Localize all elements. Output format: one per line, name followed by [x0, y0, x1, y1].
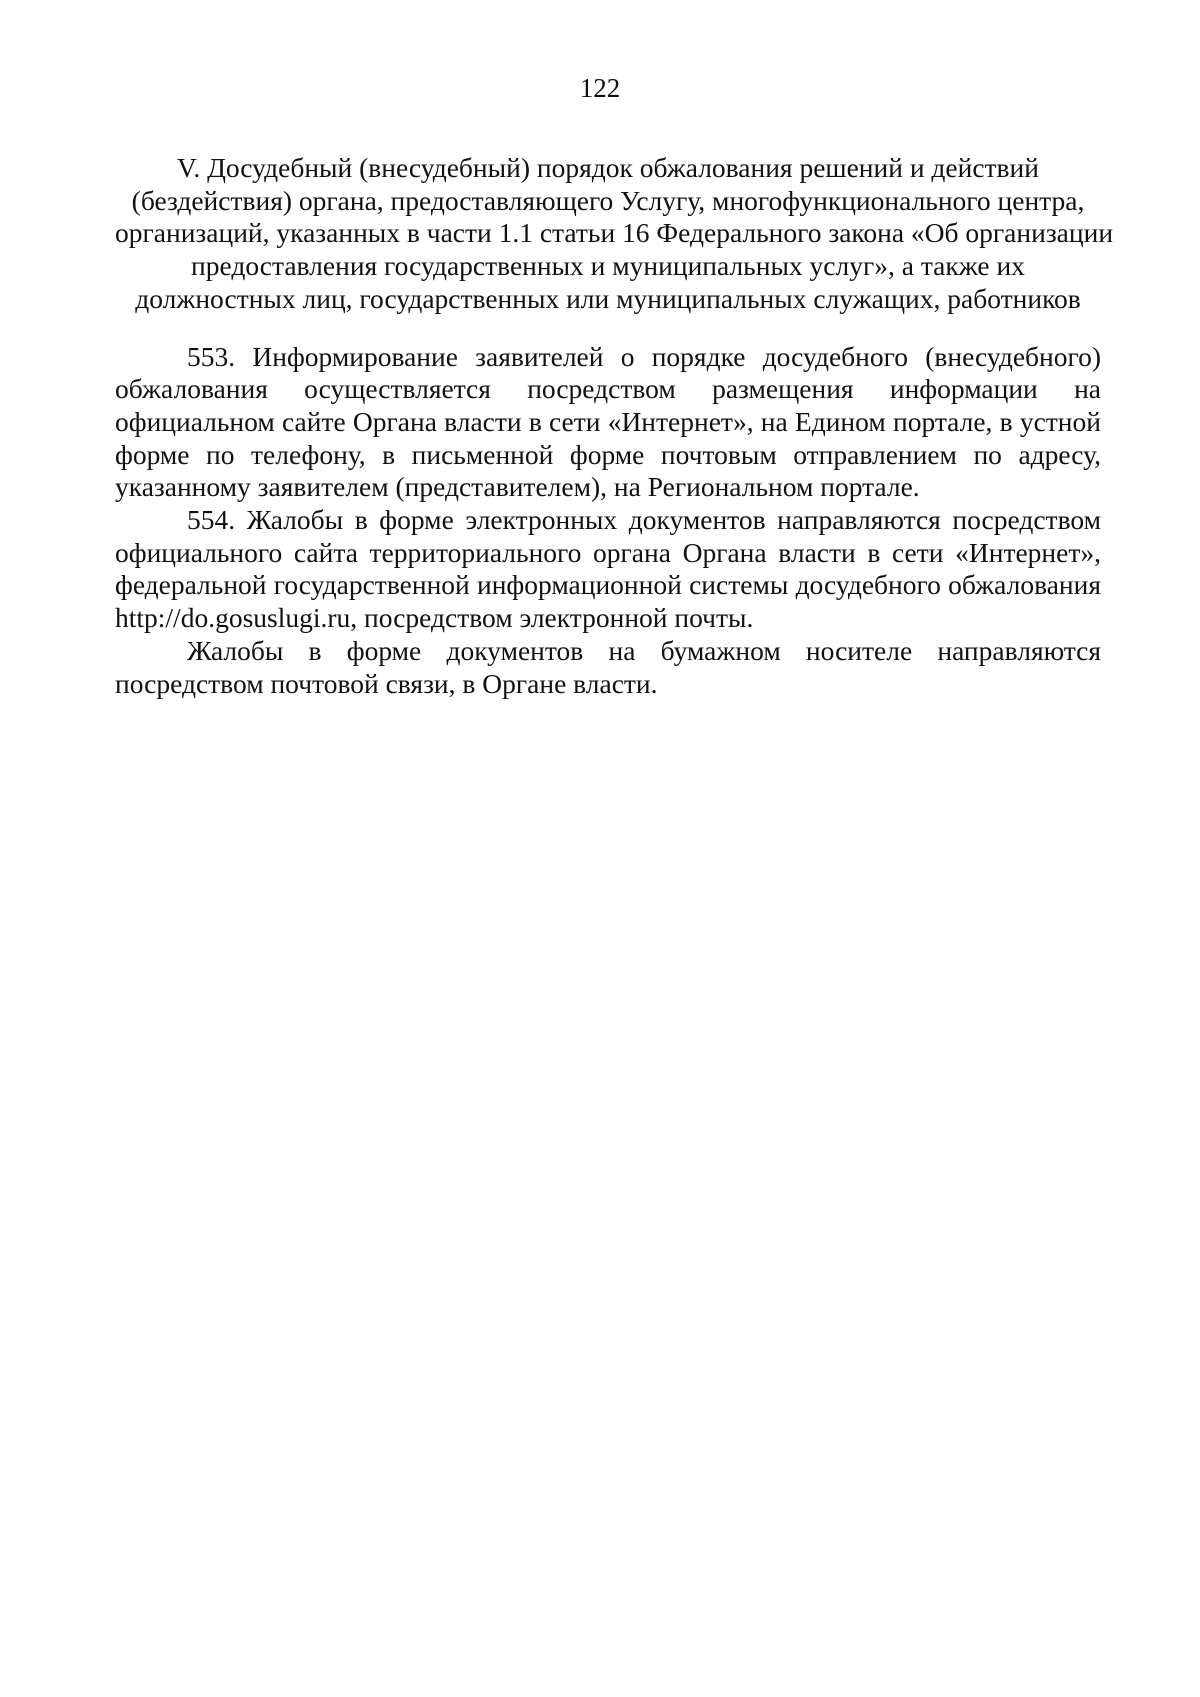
section-title-line: организаций, указанных в части 1.1 статьи 16 Федерального закона «Об организации	[115, 217, 1114, 249]
section-title	[115, 152, 1114, 316]
section-title-line: должностных лиц, государственных или муниципальных служащих, работников	[135, 282, 1081, 314]
paragraph-554: 554. Жалобы в форме электронных документов направляются посредством официального сайта территориального органа Органа власти в сети «Интернет», федеральной государственной информационной системы досудебного обжалования http://do.gosuslugi.ru, посредством электронной почты.	[115, 504, 1101, 634]
page-number: 122	[579, 73, 621, 103]
section-title-line: V. Досудебный (внесудебный) порядок обжалования решений и действий	[177, 152, 1039, 183]
section-title-line: предоставления государственных и муниципальных услуг», а также их	[191, 250, 1025, 282]
section-title-line: (бездействия) органа, предоставляющего Услугу, многофункционального центра,	[131, 184, 1085, 216]
paragraph-553: 553. Информирование заявителей о порядке досудебного (внесудебного) обжалования осуществляется посредством размещения информации на официальном сайте Органа власти в сети «Интернет», на Едином портале, в устной форме по телефону, в письменной форме почтовым отправлением по адресу, указанному заявителем (представителем), на Региональном портале.	[115, 340, 1101, 503]
document-body	[115, 152, 1114, 700]
paragraph-paper-complaints: Жалобы в форме документов на бумажном носителе направляются посредством почтовой связи, в Органе власти.	[115, 634, 1101, 699]
